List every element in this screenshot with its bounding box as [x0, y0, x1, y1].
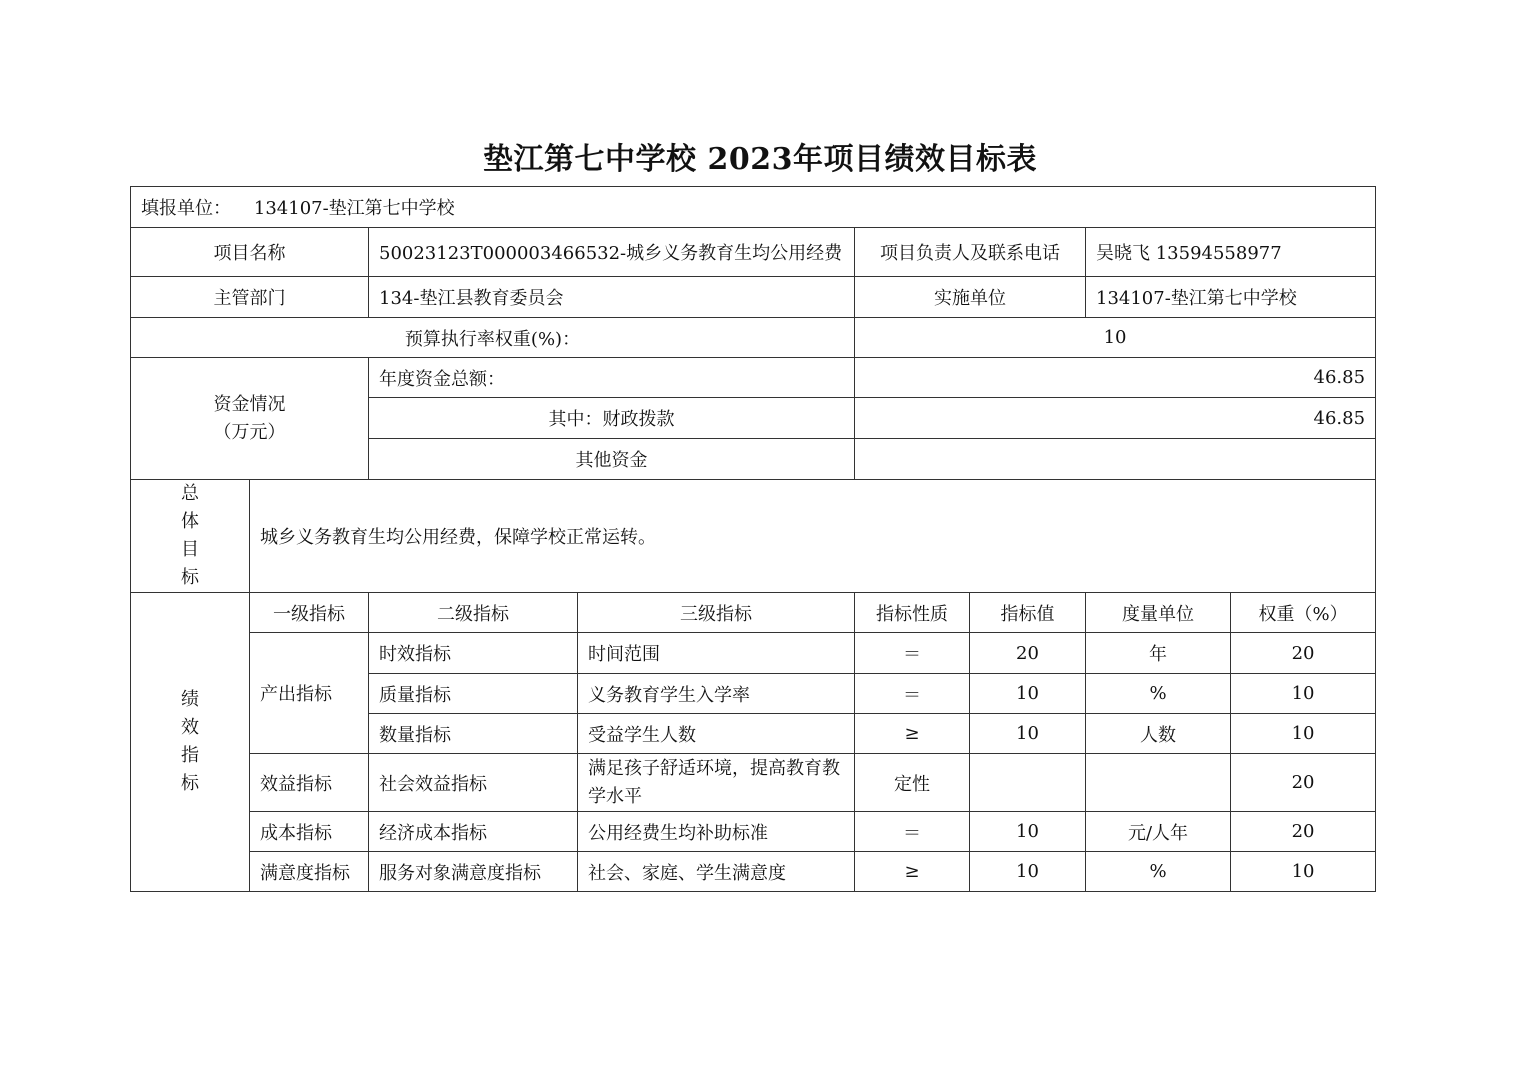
level3-cell: 时间范围 [578, 633, 855, 674]
level3-cell: 受益学生人数 [578, 714, 855, 754]
nature-cell: 定性 [855, 754, 970, 812]
level2-cell: 时效指标 [369, 633, 578, 674]
value-cell: 10 [970, 674, 1086, 714]
value-cell: 20 [970, 633, 1086, 674]
table-row [131, 633, 1376, 674]
funds-other-label: 其他资金 [369, 439, 855, 480]
budget-rate-value: 10 [855, 318, 1376, 358]
level1-cell: 产出指标 [250, 633, 369, 754]
header-unit: 度量单位 [1086, 593, 1231, 633]
funds-label [131, 358, 369, 480]
weight-cell: 10 [1231, 714, 1376, 754]
level3-cell: 社会、家庭、学生满意度 [578, 852, 855, 892]
table-row [131, 852, 1376, 892]
funds-total-label: 年度资金总额： [369, 358, 855, 398]
header-nature: 指标性质 [855, 593, 970, 633]
weight-cell: 20 [1231, 633, 1376, 674]
level3-cell: 公用经费生均补助标准 [578, 812, 855, 852]
value-cell: 10 [970, 812, 1086, 852]
level1-cell: 满意度指标 [250, 852, 369, 892]
table-row [131, 812, 1376, 852]
value-cell: 10 [970, 852, 1086, 892]
goal-label-char: 目 [181, 539, 199, 560]
unit-cell: 年 [1086, 633, 1231, 674]
unit-cell: % [1086, 674, 1231, 714]
level2-cell: 数量指标 [369, 714, 578, 754]
filing-unit-label: 填报单位： [141, 198, 231, 219]
nature-cell: ＝ [855, 812, 970, 852]
indicators-label-char: 标 [181, 773, 199, 794]
goal-label-char: 总 [181, 483, 199, 504]
implementer-label: 实施单位 [855, 277, 1086, 318]
filing-unit-value: 134107-垫江第七中学校 [253, 198, 455, 219]
funds-fiscal-label: 其中：财政拨款 [369, 398, 855, 439]
level2-cell: 服务对象满意度指标 [369, 852, 578, 892]
weight-cell: 20 [1231, 754, 1376, 812]
performance-target-table [130, 186, 1376, 892]
filing-unit-cell [131, 187, 1376, 228]
project-leader-value: 吴晓飞 13594558977 [1086, 228, 1376, 277]
indicators-label [131, 593, 250, 892]
funds-total-value: 46.85 [855, 358, 1376, 398]
overall-goal-text: 城乡义务教育生均公用经费，保障学校正常运转。 [250, 480, 1376, 593]
page-title: 垫江第七中学校 2023年项目绩效目标表 [483, 142, 1037, 177]
project-leader-label: 项目负责人及联系电话 [855, 228, 1086, 277]
goal-label-char: 体 [181, 511, 199, 532]
weight-cell: 10 [1231, 674, 1376, 714]
indicators-label-char: 绩 [181, 689, 199, 710]
budget-rate-label: 预算执行率权重(%)： [131, 318, 855, 358]
unit-cell: % [1086, 852, 1231, 892]
unit-cell: 元/人年 [1086, 812, 1231, 852]
goal-label-char: 标 [181, 567, 199, 588]
header-level1: 一级指标 [250, 593, 369, 633]
nature-cell: ＝ [855, 674, 970, 714]
project-name-value: 50023123T000003466532-城乡义务教育生均公用经费 [369, 228, 855, 277]
header-value: 指标值 [970, 593, 1086, 633]
value-cell: 10 [970, 714, 1086, 754]
funds-other-value [855, 439, 1376, 480]
unit-cell [1086, 754, 1231, 812]
department-label: 主管部门 [131, 277, 369, 318]
weight-cell: 10 [1231, 852, 1376, 892]
funds-label-line2: （万元） [213, 421, 286, 443]
weight-cell: 20 [1231, 812, 1376, 852]
overall-goal-label [131, 480, 250, 593]
nature-cell: ≥ [855, 714, 970, 754]
indicators-label-char: 效 [181, 717, 199, 738]
nature-cell: ≥ [855, 852, 970, 892]
level2-cell: 社会效益指标 [369, 754, 578, 812]
table-row [131, 754, 1376, 812]
funds-label-line1: 资金情况 [213, 393, 286, 415]
level2-cell: 经济成本指标 [369, 812, 578, 852]
level2-cell: 质量指标 [369, 674, 578, 714]
indicators-label-char: 指 [181, 745, 199, 766]
level1-cell: 效益指标 [250, 754, 369, 812]
header-weight: 权重（%） [1231, 593, 1376, 633]
level1-cell: 成本指标 [250, 812, 369, 852]
nature-cell: ＝ [855, 633, 970, 674]
level3-cell: 满足孩子舒适环境，提高教育教学水平 [578, 754, 855, 812]
project-name-label: 项目名称 [131, 228, 369, 277]
unit-cell: 人数 [1086, 714, 1231, 754]
header-level3: 三级指标 [578, 593, 855, 633]
department-value: 134-垫江县教育委员会 [369, 277, 855, 318]
header-level2: 二级指标 [369, 593, 578, 633]
level3-cell: 义务教育学生入学率 [578, 674, 855, 714]
implementer-value: 134107-垫江第七中学校 [1086, 277, 1376, 318]
value-cell [970, 754, 1086, 812]
funds-fiscal-value: 46.85 [855, 398, 1376, 439]
